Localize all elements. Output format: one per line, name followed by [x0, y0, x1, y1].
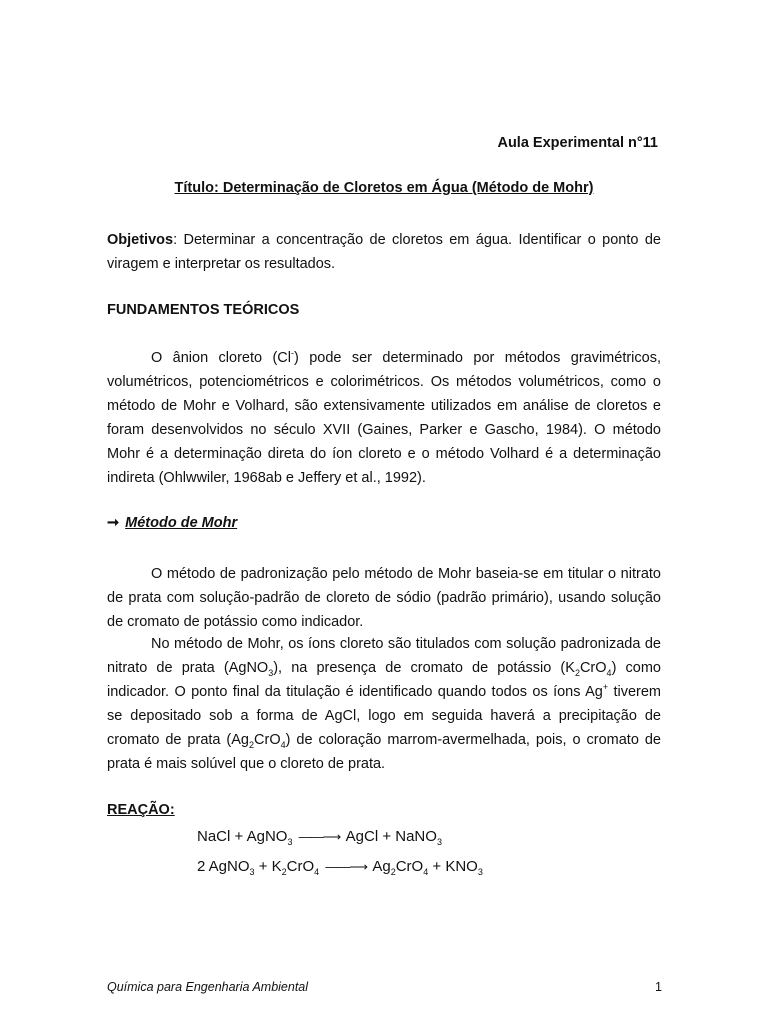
- reacao-heading: REAÇÃO:: [107, 802, 175, 818]
- reaction-arrow-icon: ——⟶: [325, 859, 367, 874]
- objectives-label: Objetivos: [107, 232, 174, 248]
- eq1-s2: 3: [436, 837, 442, 847]
- page-number: 1: [655, 980, 662, 994]
- page-title: Título: Determinação de Cloretos em Água (Método de Mohr): [174, 180, 594, 196]
- fundamentos-text-a: O ânion cloreto (Cl: [151, 350, 291, 366]
- eq2-s2: 2: [281, 867, 287, 877]
- eq1-s1: 3: [287, 837, 293, 847]
- eq2-s6: 3: [477, 867, 483, 877]
- arrow-icon: ➞: [107, 515, 120, 531]
- eq2-e: CrO: [395, 858, 424, 875]
- p2-s3: 4: [606, 667, 612, 678]
- p2-s2: 2: [574, 667, 580, 678]
- p2-s4: 2: [249, 739, 255, 750]
- p2-sup: +: [602, 682, 609, 693]
- p2-a: No método de Mohr, os íons cloreto são titulados com solução padronizada de nitrato de prata (AgNO: [107, 636, 661, 676]
- equation-1: [197, 828, 442, 845]
- p2-e: tiverem se depositado sob a forma de AgCl, logo em seguida haverá a precipitação de cromato de prata (Ag: [107, 684, 661, 748]
- reaction-arrow-icon: ——⟶: [298, 829, 341, 844]
- p2-f: CrO: [254, 732, 281, 748]
- mohr-heading: [107, 515, 237, 531]
- eq2-s5: 4: [423, 867, 429, 877]
- eq2-s3: 4: [314, 867, 320, 877]
- objectives-paragraph: [107, 228, 661, 276]
- p2-s1: 3: [268, 667, 274, 678]
- mohr-p1-text: O método de padronização pelo método de Mohr baseia-se em titular o nitrato de prata com solução-padrão de cloreto de sódio (padrão primário), usando solução de cromato de potássio como indicador.: [107, 566, 661, 630]
- fundamentos-text-b: ) pode ser determinado por métodos gravimétricos, volumétricos, potenciométricos e colorimétricos. Os métodos volumétricos, como o método de Mohr e Volhard, são extensivamente utilizados em análise de cloretos e foram desenvolvidos no século XVII (Gaines, Parker e Gascho, 1984). O método Mohr é a determinação direta do íon cloreto e o método Volhard é a determinação indireta (Ohlwwiler, 1968ab e Jeffery et al., 1992).: [107, 350, 661, 486]
- fundamentos-sup: -: [290, 348, 294, 359]
- eq2-d: Ag: [372, 858, 391, 875]
- footer-course: Química para Engenharia Ambiental: [107, 980, 309, 994]
- p2-g: ) de coloração marrom-avermelhada, pois, o cromato de prata é mais solúvel que o cloreto de prata.: [107, 732, 661, 772]
- mohr-paragraph-1: [107, 562, 661, 634]
- p2-b: ), na presença de cromato de potássio (K: [273, 660, 575, 676]
- eq2-b: + K: [254, 858, 282, 875]
- lesson-number: Aula Experimental n°11: [497, 135, 658, 151]
- eq2-a: 2 AgNO: [197, 858, 250, 875]
- eq2-s1: 3: [249, 867, 255, 877]
- p2-c: CrO: [579, 660, 607, 676]
- objectives-text: : Determinar a concentração de cloretos em água. Identificar o ponto de viragem e interpretar os resultados.: [107, 232, 661, 272]
- eq2-s4: 2: [390, 867, 396, 877]
- eq1-b: AgCl + NaNO: [345, 828, 437, 845]
- p2-d: ) como indicador. O ponto final da titulação é identificado quando todos os íons Ag: [107, 660, 661, 700]
- eq1-a: NaCl + AgNO: [197, 828, 288, 845]
- fundamentos-heading: FUNDAMENTOS TEÓRICOS: [107, 302, 300, 318]
- p2-s5: 4: [280, 739, 286, 750]
- fundamentos-paragraph: [107, 346, 661, 490]
- eq2-c: CrO: [286, 858, 315, 875]
- equation-2: [197, 858, 483, 875]
- mohr-paragraph-2: [107, 632, 661, 776]
- mohr-heading-label: Método de Mohr: [125, 515, 238, 531]
- eq2-f: + KNO: [428, 858, 478, 875]
